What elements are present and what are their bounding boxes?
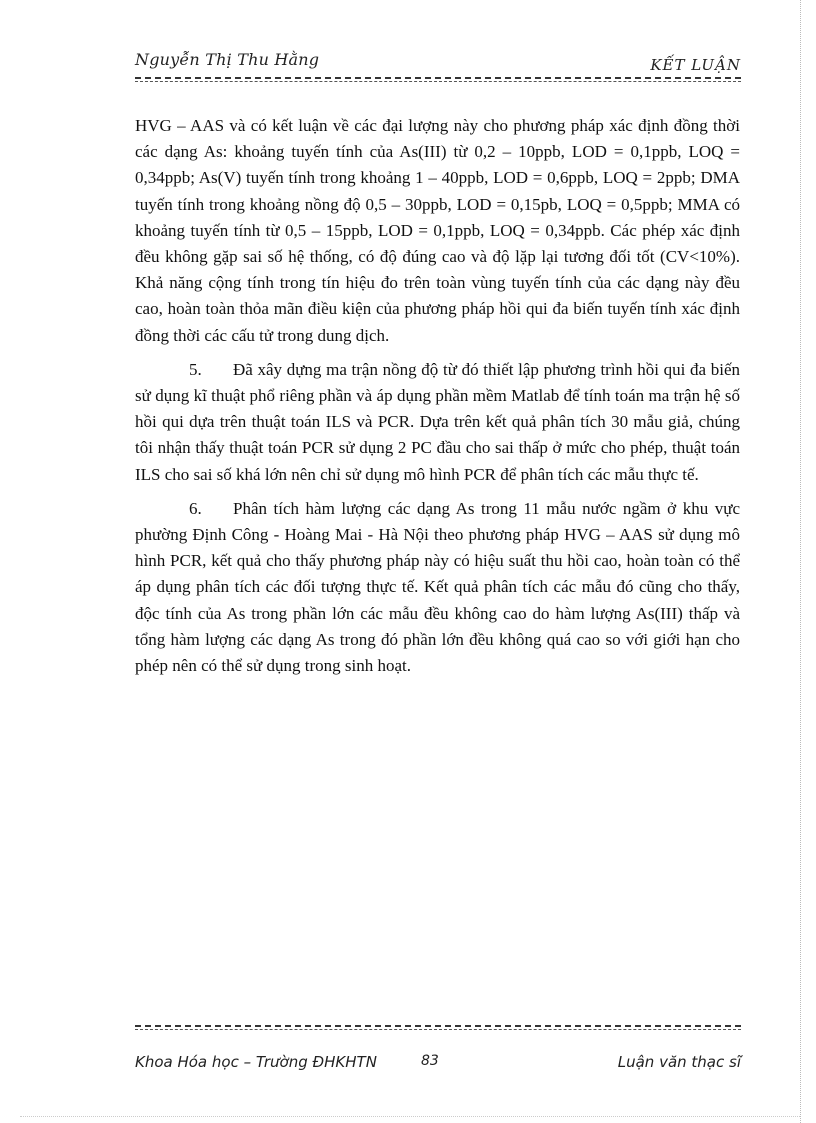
page-edge-right [800,0,801,1123]
header-author: Nguyễn Thị Thu Hằng [135,50,320,69]
paragraph-continued: HVG – AAS và có kết luận về các đại lượng này cho phương pháp xác định đồng thời các dạng As: khoảng tuyến tính của As(III) từ 0,2 – 10ppb, LOD = 0,1ppb, LOQ = 0,34ppb; As(V) tuyến tính trong khoảng 1 – 40ppb, LOD = 0,6ppb, LOQ = 2ppb; DMA tuyến tính trong khoảng nồng độ 0,5 – 30ppb, LOD = 0,15pb, LOQ = 0,5ppb; MMA có khoảng tuyến tính từ 0,5 – 15ppb, LOD = 0,1ppb, LOQ = 0,34ppb. Các phép xác định đều không gặp sai số hệ thống, có độ đúng cao và độ lặp lại tương đối tốt (CV<10%). Khả năng cộng tính trong tín hiệu đo trên toàn vùng tuyến tính của các dạng này đều cao, hoàn toàn thỏa mãn điều kiện của phương pháp hồi qui đa biến tuyến tính xác định đồng thời các cấu tử trong dung dịch. [135,116,740,345]
footer-divider-secondary [135,1029,741,1030]
header-divider-secondary [135,81,741,82]
header-divider [135,77,741,79]
header-section-title: KẾT LUẬN [650,56,741,74]
list-item-text: Phân tích hàm lượng các dạng As trong 11 mẫu nước ngầm ở khu vực phường Định Công - Hoàng Mai - Hà Nội theo phương pháp HVG – AAS sử dụng mô hình PCR, kết quả cho thấy phương pháp này có hiệu suất thu hồi cao, hoàn toàn có thể áp dụng phân tích các đối tượng thực tế. Kết quả phân tích các mẫu đó cũng cho thấy, độc tính của As trong phần lớn các mẫu đều không cao do hàm lượng As(III) thấp và tổng hàm lượng các dạng As trong đó phần lớn đều không quá cao so với giới hạn cho phép nên có thể sử dụng trong sinh hoạt. [135,498,740,676]
page-footer [135,1025,741,1075]
footer-institution: Khoa Hóa học – Trường ĐHKHTN [135,1053,377,1071]
footer-document-type: Luận văn thạc sĩ [617,1053,741,1071]
list-item-5 [135,357,740,488]
footer-divider [135,1025,741,1027]
page-number: 83 [421,1053,439,1069]
list-item-text: Đã xây dựng ma trận nồng độ từ đó thiết lập phương trình hồi qui đa biến sử dụng kĩ thuật phổ riêng phần và áp dụng phần mềm Matlab để tính toán ma trận hệ số hồi qui dựa trên thuật toán ILS và PCR. Dựa trên kết quả phân tích 30 mẫu giả, chúng tôi nhận thấy thuật toán PCR sử dụng 2 PC đầu cho sai thấp ở mức cho phép, thuật toán ILS cho sai số khá lớn nên chỉ sử dụng mô hình PCR để phân tích các mẫu thực tế. [135,359,740,484]
list-item-number: 6. [189,498,202,518]
page-edge-bottom [20,1116,800,1117]
list-item-number: 5. [189,359,202,379]
page-header [135,50,741,90]
list-item-6 [135,496,740,679]
body-text [135,113,740,687]
